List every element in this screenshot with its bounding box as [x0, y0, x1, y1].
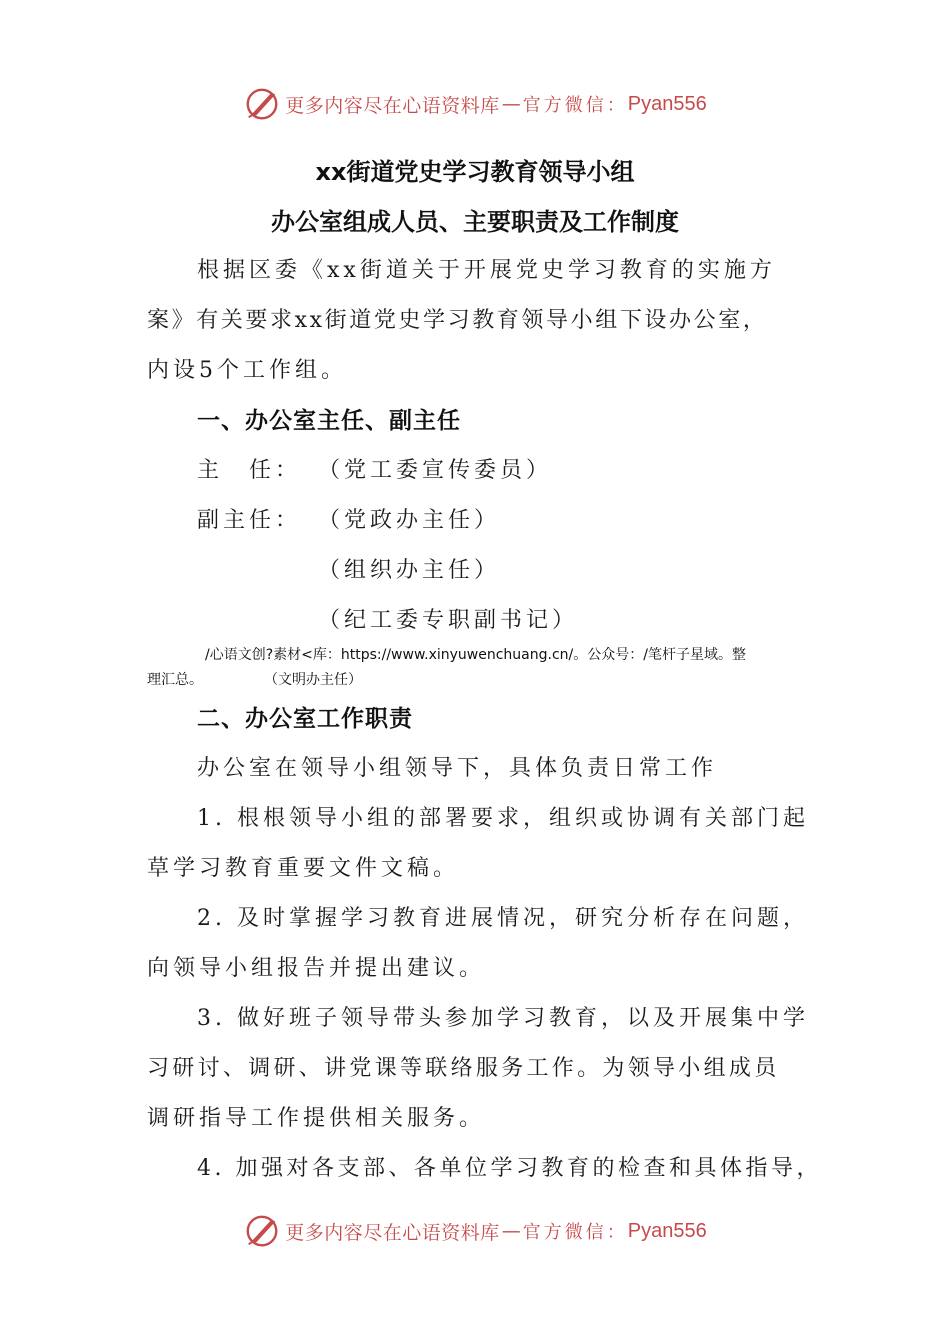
- item1-line1: 1. 根根领导小组的部署要求，组织或协调有关部门起: [197, 806, 809, 831]
- section2-lead: 办公室在领导小组领导下，具体负责日常工作: [197, 756, 718, 781]
- banner-wechat-id: Pyan556: [627, 92, 707, 115]
- document-title-line1: xx街道党史学习教育领导小组: [315, 158, 635, 186]
- item2-line2: 向领导小组报告并提出建议。: [147, 956, 486, 981]
- banner-main-text: 更多内容尽在心语资料库: [285, 1221, 500, 1244]
- item4-line1: 4. 加强对各支部、各单位学习教育的检查和具体指导，: [197, 1156, 822, 1181]
- banner-wechat-label: 官方微信：: [522, 95, 628, 116]
- deputy-item: （纪工委专职副书记）: [318, 608, 579, 633]
- deputy-label: 副主任：: [197, 508, 302, 533]
- watermark-note-extra: （文明办主任）: [264, 672, 362, 688]
- deputy-item: （组织办主任）: [318, 558, 501, 583]
- section2-heading: 二、办公室工作职责: [197, 706, 413, 732]
- watermark-note-line1: /心语文创?素材<库：https://www.xinyuwenchuang.cn/。公众号：/笔杆子星域。整: [205, 647, 746, 663]
- banner-wechat-label: 官方微信：: [522, 1222, 628, 1243]
- document-title-line2: 办公室组成人员、主要职责及工作制度: [271, 208, 679, 236]
- item3-line3: 调研指导工作提供相关服务。: [147, 1106, 486, 1131]
- item2-line1: 2. 及时掌握学习教育进展情况，研究分析存在问题，: [197, 906, 809, 931]
- intro-line-1: 根据区委《xx街道关于开展党史学习教育的实施方: [197, 258, 776, 283]
- director-label: 主 任：: [197, 458, 302, 483]
- intro-line-3: 内设5个工作组。: [147, 358, 347, 383]
- quill-pen-logo-icon: [243, 1212, 281, 1250]
- intro-line-2: 案》有关要求xx街道党史学习教育领导小组下设办公室，: [147, 308, 768, 333]
- banner-main-text: 更多内容尽在心语资料库: [285, 94, 500, 117]
- footer-banner: [0, 1209, 950, 1253]
- item1-line2: 草学习教育重要文件文稿。: [147, 856, 460, 881]
- banner-wechat-id: Pyan556: [627, 1219, 707, 1242]
- item3-line2: 习研讨、调研、讲党课等联络服务工作。为领导小组成员: [147, 1056, 780, 1081]
- banner-separator: —: [501, 93, 521, 115]
- item3-line1: 3. 做好班子领导带头参加学习教育，以及开展集中学: [197, 1006, 809, 1031]
- section1-heading: 一、办公室主任、副主任: [197, 408, 461, 434]
- banner-separator: —: [501, 1220, 521, 1242]
- deputy-item: （党政办主任）: [318, 508, 501, 533]
- header-banner: [0, 82, 950, 126]
- director-value: （党工委宣传委员）: [318, 458, 553, 483]
- watermark-note-line2: 理汇总。: [147, 672, 203, 688]
- quill-pen-logo-icon: [243, 85, 281, 123]
